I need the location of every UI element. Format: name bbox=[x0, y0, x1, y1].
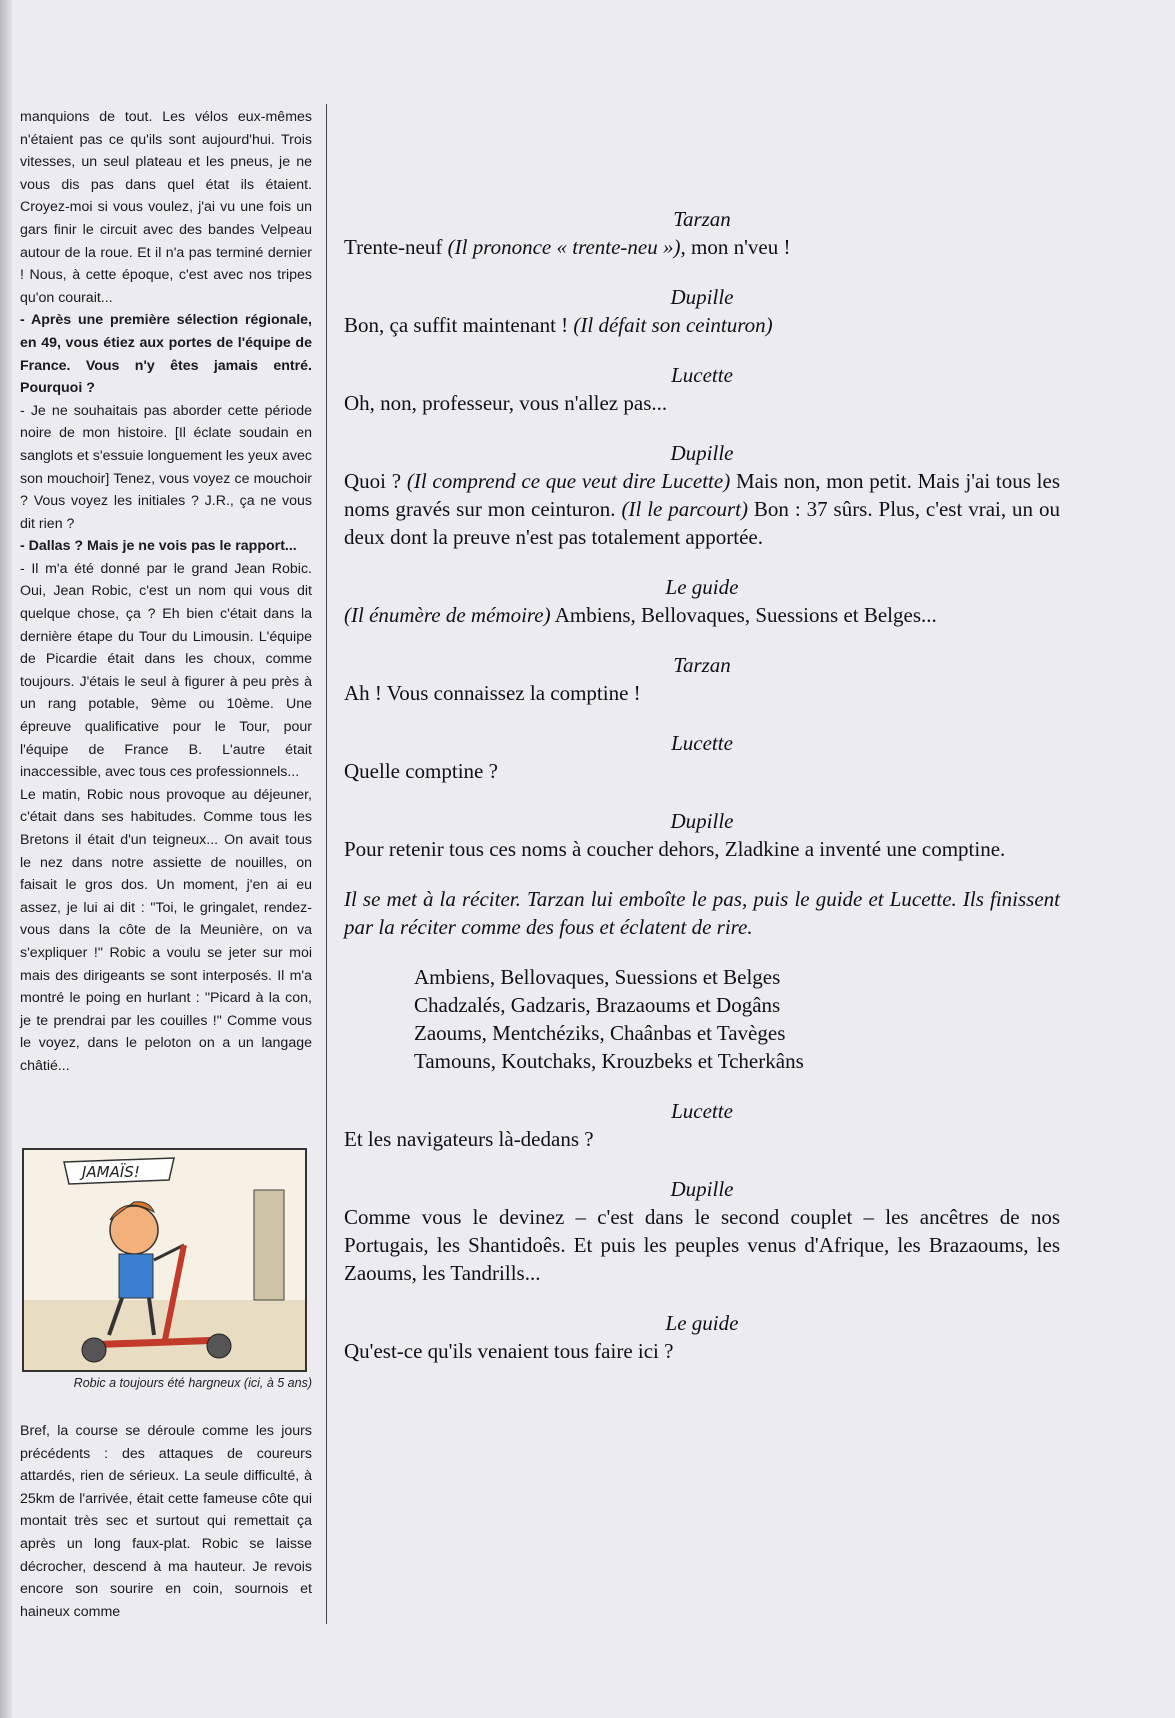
interview-question: - Après une première sélection régionale, en 49, vous étiez aux portes de l'équipe de France. Vous n'y êtes jamais entré. Pourquoi ? bbox=[20, 312, 312, 397]
comptine-verses bbox=[344, 963, 1060, 1075]
spoken-text: Ambiens, Bellovaques, Suessions et Belges... bbox=[550, 603, 937, 627]
binding-gutter bbox=[0, 0, 12, 1718]
stage-aside: (Il énumère de mémoire) bbox=[344, 603, 551, 627]
dialogue-line bbox=[344, 601, 1060, 629]
interview-question: - Dallas ? Mais je ne vois pas le rapport... bbox=[20, 538, 297, 555]
speaker-name: Tarzan bbox=[673, 653, 731, 677]
verse-line: Ambiens, Bellovaques, Suessions et Belges bbox=[414, 965, 781, 989]
interview-answer: Le matin, Robic nous provoque au déjeuner, c'était dans ses habitudes. Comme tous les Bretons il était d'un teigneux... On avait tous le nez dans notre assiette de nouilles, on faisait le gros dos. Un moment, j'en ai eu assez, je lui ai dit : "Toi, le gringalet, rendez-vous dans la côte de la Meunière, on va s'expliquer !" Robic a voulu se jeter sur moi mais des dirigeants se sont interposés. Il m'a montré le poing en hurlant : "Picard à la con, je te prendrai par les couilles !" Comme vous le voyez, dans le peloton on a un langage châtié... bbox=[20, 786, 312, 1074]
interview-column-bottom: Bref, la course se déroule comme les jours précédents : des attaques de coureurs attardés, rien de sérieux. La seule difficulté, à 25km de l'arrivée, était cette fameuse côte qui montait très sec et surtout qui remettait ça après un long faux-plat. Robic se laisse décrocher, descend à ma hauteur. Je revois encore son sourire en coin, sournois et haineux comme bbox=[20, 1423, 312, 1620]
stage-direction: Il se met à la réciter. Tarzan lui emboîte le pas, puis le guide et Lucette. Ils finissent par la réciter comme des fous et éclatent de rire. bbox=[344, 887, 1060, 939]
play-script bbox=[344, 205, 1060, 1365]
spoken-text: Bon : 37 sûrs. Plus, c'est vrai, un ou deux dont la preuve n'est pas totalement apportée. bbox=[344, 497, 1060, 549]
verse-line: Chadzalés, Gadzaris, Brazaoums et Dogâns bbox=[414, 993, 781, 1017]
dialogue-line bbox=[344, 1125, 1060, 1153]
spoken-text: Qu'est-ce qu'ils venaient tous faire ici ? bbox=[344, 1339, 674, 1363]
dialogue-line bbox=[344, 233, 1060, 261]
speaker-name: Dupille bbox=[670, 1177, 734, 1201]
dialogue-line bbox=[344, 679, 1060, 707]
spoken-text: Pour retenir tous ces noms à coucher dehors, Zladkine a inventé une comptine. bbox=[344, 837, 1006, 861]
speaker-name: Dupille bbox=[670, 809, 734, 833]
spoken-text: Bon, ça suffit maintenant ! bbox=[344, 313, 574, 337]
column-divider bbox=[326, 104, 327, 1624]
dialogue-line bbox=[344, 467, 1060, 551]
spoken-text: Ah ! Vous connaissez la comptine ! bbox=[344, 681, 641, 705]
dialogue-line bbox=[344, 1337, 1060, 1365]
verse-line: Tamouns, Koutchaks, Krouzbeks et Tcherkâns bbox=[414, 1049, 804, 1073]
comic-speech-text: JAMAÏS! bbox=[82, 1163, 140, 1181]
stage-aside: (Il défait son ceinturon) bbox=[573, 313, 773, 337]
speaker-name: Lucette bbox=[671, 363, 733, 387]
speaker-name: Le guide bbox=[665, 575, 739, 599]
stage-aside: (Il le parcourt) bbox=[621, 497, 748, 521]
dialogue-line bbox=[344, 311, 1060, 339]
interview-column-top bbox=[20, 106, 312, 1078]
comic-caption: Robic a toujours été hargneux (ici, à 5 ans) bbox=[73, 1376, 312, 1390]
interview-answer: - Il m'a été donné par le grand Jean Robic. Oui, Jean Robic, c'est un nom qui vous dit quelque chose, ça ? Eh bien c'était dans la dernière étape du Tour du Limousin. L'équipe de Picardie était dans les choux, comme toujours. J'étais le seul à figurer à peu près à un rang potable, 9ème ou 10ème. Une épreuve qualificative pour le Tour, pour l'équipe de France B. L'autre était inaccessible, avec tous ces professionnels... bbox=[20, 560, 312, 781]
dialogue-line bbox=[344, 389, 1060, 417]
stage-aside: (Il prononce « trente-neu ») bbox=[447, 235, 681, 259]
verse-line: Zaoums, Mentchéziks, Chaânbas et Tavèges bbox=[414, 1021, 786, 1045]
spoken-text: Quoi ? bbox=[344, 469, 407, 493]
spoken-text: Oh, non, professeur, vous n'allez pas... bbox=[344, 391, 668, 415]
speaker-name: Tarzan bbox=[673, 207, 731, 231]
spoken-text: , mon n'veu ! bbox=[680, 235, 791, 259]
spoken-text: Comme vous le devinez – c'est dans le second couplet – les ancêtres de nos Portugais, les Shantidoês. Et puis les peuples venus d'Afrique, les Brazaoums, les Zaoums, les Tandrills... bbox=[344, 1205, 1060, 1285]
spoken-text: Mais non, mon petit. Mais j'ai tous les noms gravés sur mon ceinturon. bbox=[344, 469, 1060, 521]
dialogue-line bbox=[344, 1203, 1060, 1287]
speaker-name: Lucette bbox=[671, 731, 733, 755]
speaker-name: Dupille bbox=[670, 285, 734, 309]
dialogue-line bbox=[344, 757, 1060, 785]
interview-answer: - Je ne souhaitais pas aborder cette période noire de mon histoire. [Il éclate soudain en sanglots et s'essuie longuement les yeux avec son mouchoir] Tenez, vous voyez ce mouchoir ? Vous voyez les initiales ? J.R., ça ne vous dit rien ? bbox=[20, 402, 312, 532]
stage-aside: (Il comprend ce que veut dire Lucette) bbox=[406, 469, 731, 493]
speaker-name: Dupille bbox=[670, 441, 734, 465]
speaker-name: Le guide bbox=[665, 1311, 739, 1335]
spoken-text: Quelle comptine ? bbox=[344, 759, 498, 783]
dialogue-line bbox=[344, 835, 1060, 863]
comic-drawing-icon bbox=[24, 1150, 305, 1370]
spoken-text: Trente-neuf bbox=[344, 235, 448, 259]
spoken-text: Et les navigateurs là-dedans ? bbox=[344, 1127, 594, 1151]
comic-illustration bbox=[22, 1148, 307, 1372]
speaker-name: Lucette bbox=[671, 1099, 733, 1123]
interview-answer: manquions de tout. Les vélos eux-mêmes n'étaient pas ce qu'ils sont aujourd'hui. Trois vitesses, un seul plateau et les pneus, je ne vous dis pas dans quel état ils étaient. Croyez-moi si vous voulez, j'ai vu une fois un gars finir le circuit avec des bandes Velpeau autour de la roue. Et il n'a pas terminé dernier ! Nous, à cette époque, c'est avec nos tripes qu'on courait... bbox=[20, 109, 312, 306]
